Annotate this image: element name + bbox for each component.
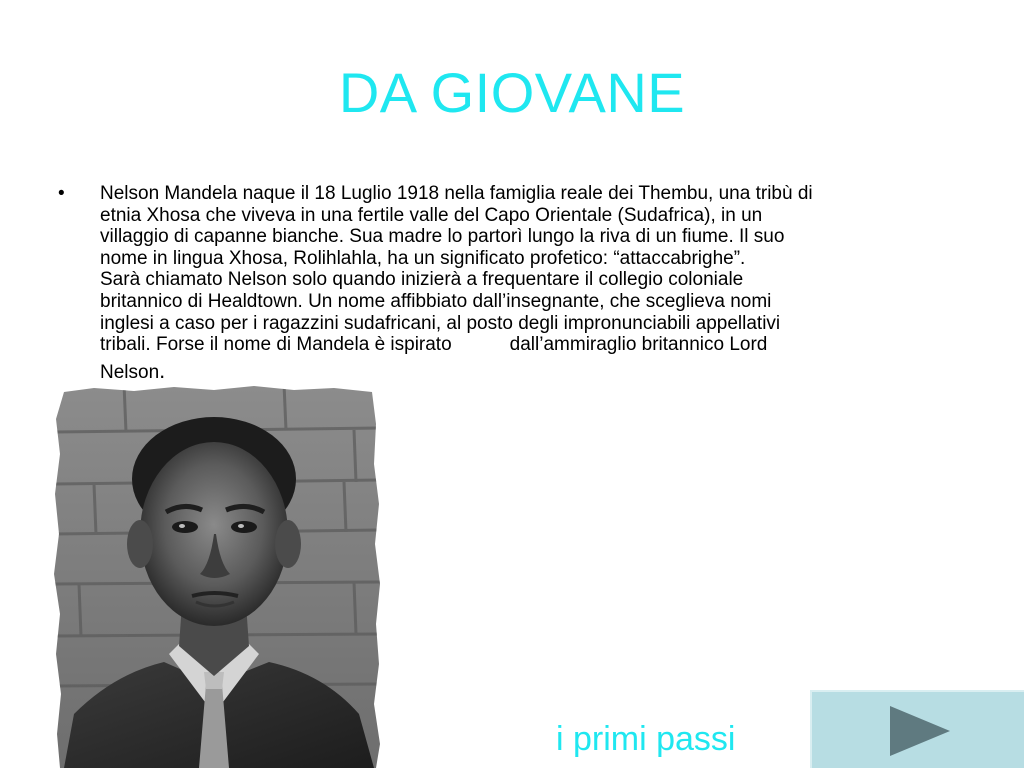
paragraph-line-part: dall’ammiraglio britannico Lord — [509, 334, 768, 356]
body-text — [58, 183, 968, 383]
bullet-marker: • — [58, 183, 65, 204]
paragraph-line: etnia Xhosa che viveva in una fertile valle del Capo Orientale (Sudafrica), in un — [100, 204, 763, 226]
paragraph-period: . — [159, 357, 166, 383]
next-slide-button[interactable] — [810, 690, 1024, 768]
paragraph-line: nome in lingua Xhosa, Rolihlahla, ha un significato profetico: “attaccabrighe”. — [100, 247, 746, 269]
paragraph-line-part: Nelson — [100, 361, 160, 383]
bullet-item — [58, 183, 968, 383]
paragraph-line: inglesi a caso per i ragazzini sudafricani, al posto degli impronunciabili appellativi — [100, 312, 781, 334]
paragraph-line: britannico di Healdtown. Un nome affibbiato dall’insegnante, che sceglieva nomi — [100, 290, 772, 312]
play-triangle-icon — [888, 704, 952, 758]
portrait-photo — [54, 384, 384, 768]
slide-title: DA GIOVANE — [338, 61, 686, 124]
paragraph-line-part: tribali. Forse il nome di Mandela è ispirato — [100, 334, 452, 356]
paragraph-line: Sarà chiamato Nelson solo quando inizierà a frequentare il collegio coloniale — [100, 269, 744, 291]
paragraph-line — [100, 334, 968, 356]
paragraph-line — [100, 357, 968, 384]
paragraph-line: villaggio di capanne bianche. Sua madre lo partorì lungo la riva di un fiume. Il suo — [100, 226, 785, 248]
bullet-content — [100, 183, 968, 383]
next-section-link[interactable]: i primi passi — [556, 720, 736, 758]
paragraph-line: Nelson Mandela naque il 18 Luglio 1918 nella famiglia reale dei Thembu, una tribù di — [100, 183, 813, 204]
